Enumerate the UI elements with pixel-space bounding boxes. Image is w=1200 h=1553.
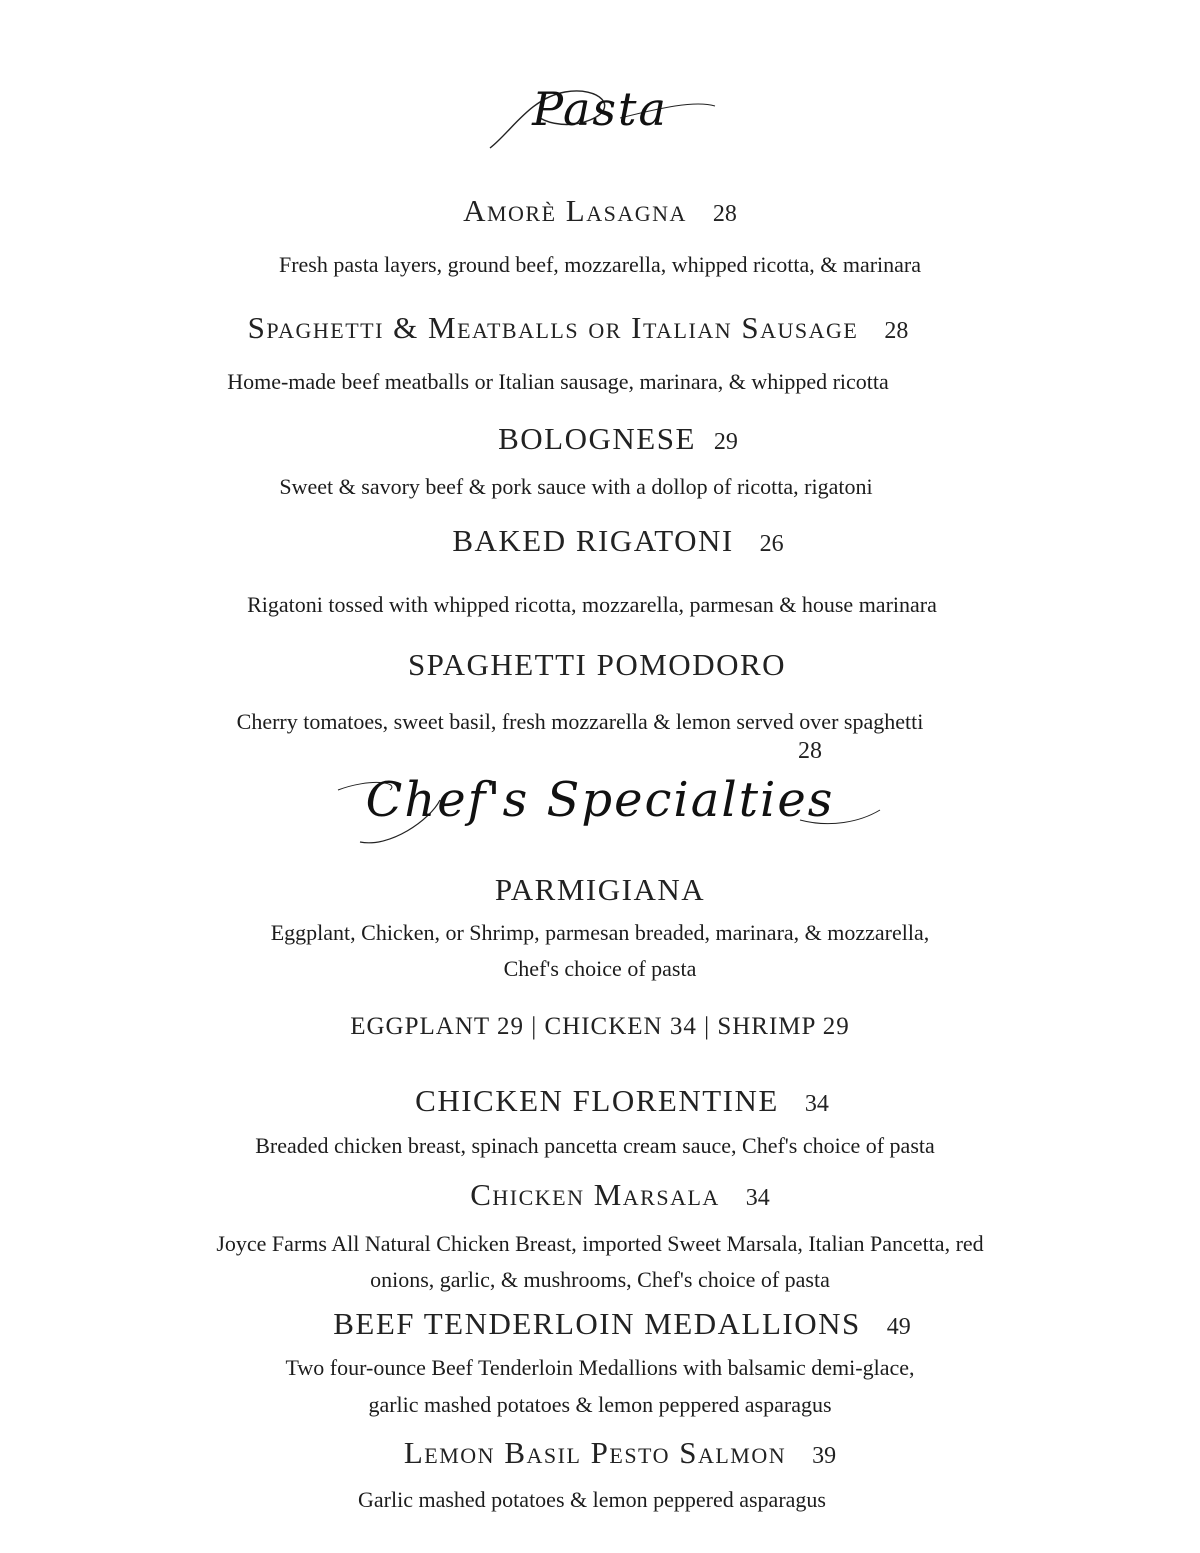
item-name: Amorè Lasagna [463,193,687,228]
item-price: 28 [798,738,822,764]
item-description-line-1: Joyce Farms All Natural Chicken Breast, imported Sweet Marsala, Italian Pancetta, red [216,1231,984,1256]
menu-item-bolognese [18,421,1200,457]
item-description: Cherry tomatoes, sweet basil, fresh mozzarella & lemon served over spaghetti [236,709,924,734]
item-price: 26 [759,531,784,557]
menu-item-parmigiana [0,872,1200,908]
item-description: Breaded chicken breast, spinach pancetta cream sauce, Chef's choice of pasta [255,1133,935,1158]
specialties-section-title: Chef's Specialties [365,772,835,828]
item-price: 39 [812,1443,837,1469]
item-description: Home-made beef meatballs or Italian sausage, marinara, & whipped ricotta [227,369,889,394]
item-price: 34 [745,1185,770,1211]
item-description: Fresh pasta layers, ground beef, mozzarella, whipped ricotta, & marinara [278,252,922,277]
item-description: Sweet & savory beef & pork sauce with a dollop of ricotta, rigatoni [279,474,873,499]
menu-item-chicken-marsala [20,1177,1200,1213]
menu-item-spaghetti-pomodoro [0,647,1197,683]
item-description-line-1: Two four-ounce Beef Tenderloin Medallions with balsamic demi-glace, [285,1355,915,1380]
menu-item-lemon-basil-pesto-salmon [20,1435,1200,1471]
menu-item-beef-tenderloin [22,1306,1200,1342]
item-description-line-2: garlic mashed potatoes & lemon peppered asparagus [368,1392,832,1417]
item-price: 29 [713,429,738,455]
item-price: 34 [804,1091,829,1117]
item-name: Spaghetti & Meatballs or Italian Sausage [247,310,859,345]
item-price: 28 [712,201,737,227]
item-name: Lemon Basil Pesto Salmon [403,1435,787,1470]
item-description: Rigatoni tossed with whipped ricotta, mozzarella, parmesan & house marinara [247,592,937,617]
item-description-line-2: onions, garlic, & mushrooms, Chef's choice of pasta [370,1267,830,1292]
item-name: BOLOGNESE [498,421,696,456]
menu-item-chicken-florentine [22,1083,1200,1119]
item-description: Garlic mashed potatoes & lemon peppered asparagus [358,1487,826,1512]
item-price: 49 [886,1314,911,1340]
item-name: BEEF TENDERLOIN MEDALLIONS [333,1306,861,1341]
parmigiana-options: EGGPLANT 29 | CHICKEN 34 | SHRIMP 29 [350,1013,850,1040]
menu-item-baked-rigatoni [18,523,1200,559]
pasta-section-title: Pasta [532,82,668,136]
item-name: PARMIGIANA [494,872,706,907]
menu-item-amore-lasagna [0,193,1200,229]
item-price: 28 [884,318,909,344]
item-name: BAKED RIGATONI [452,523,734,558]
item-name: Chicken Marsala [470,1177,720,1212]
item-description-line-1: Eggplant, Chicken, or Shrimp, parmesan breaded, marinara, & mozzarella, [270,920,930,945]
menu-item-spaghetti-meatballs [0,310,1178,346]
item-description-line-2: Chef's choice of pasta [503,956,697,981]
item-name: SPAGHETTI POMODORO [407,647,787,682]
item-name: CHICKEN FLORENTINE [415,1083,779,1118]
